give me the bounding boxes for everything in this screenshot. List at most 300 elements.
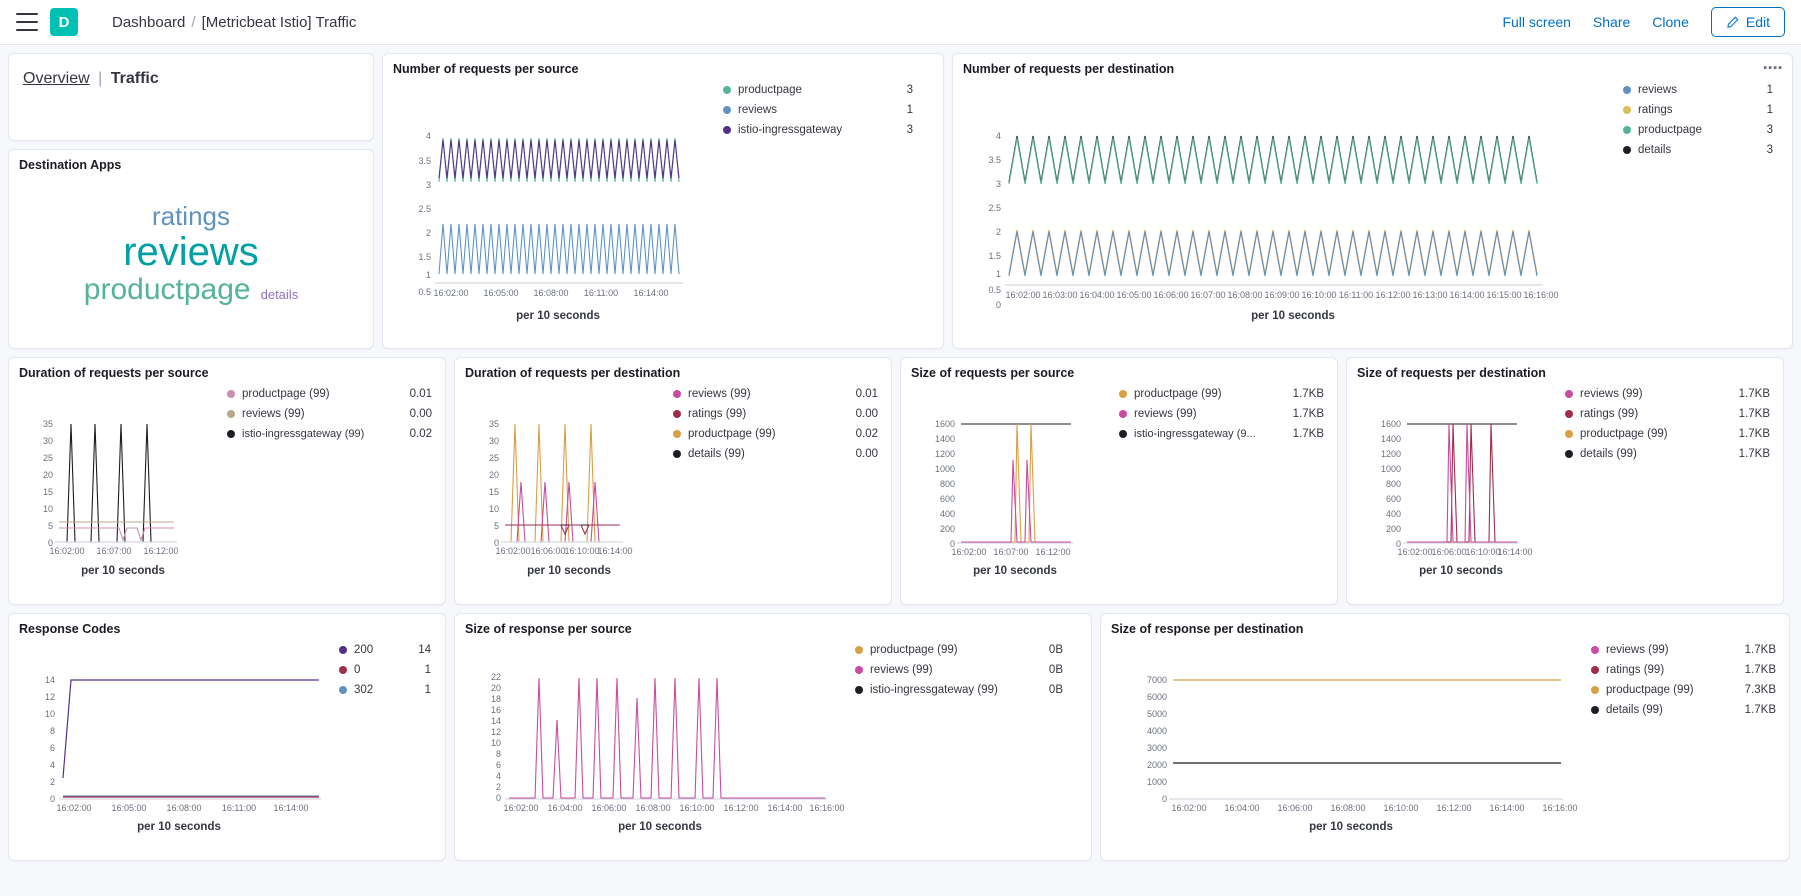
legend-item[interactable] — [673, 388, 878, 400]
chart-legend — [339, 638, 431, 704]
svg-text:16:12:00: 16:12:00 — [1436, 803, 1472, 813]
svg-text:16:08:00: 16:08:00 — [533, 288, 569, 298]
legend-item[interactable] — [339, 664, 431, 676]
svg-text:16:02:00: 16:02:00 — [433, 288, 469, 298]
legend-label: productpage (99) — [1606, 684, 1694, 696]
legend-color-dot — [723, 86, 731, 94]
x-axis-caption: per 10 seconds — [618, 821, 702, 833]
legend-label: details (99) — [1580, 448, 1637, 460]
legend-value: 3 — [1766, 144, 1773, 156]
svg-text:800: 800 — [939, 479, 955, 489]
svg-text:16:12:00: 16:12:00 — [143, 546, 179, 556]
svg-text:0: 0 — [995, 300, 1001, 310]
svg-text:1400: 1400 — [1380, 434, 1401, 444]
legend-label: istio-ingressgateway — [738, 124, 843, 136]
tag-details[interactable]: details — [260, 287, 299, 302]
tag-cloud — [19, 174, 363, 334]
legend-label: ratings — [1638, 104, 1673, 116]
legend-value: 3 — [1766, 124, 1773, 136]
breadcrumb-current[interactable]: [Metricbeat Istio] Traffic — [201, 13, 357, 31]
legend-item[interactable] — [855, 684, 1063, 696]
chart-area — [393, 78, 933, 322]
svg-text:16:02:00: 16:02:00 — [1397, 547, 1433, 557]
svg-text:16:12:00: 16:12:00 — [1035, 547, 1071, 557]
legend-item[interactable] — [1565, 448, 1770, 460]
panel-context-menu-icon[interactable]: ▪▪▪▪ — [1763, 62, 1783, 74]
svg-text:16:05:00: 16:05:00 — [111, 803, 147, 813]
panel-title: Size of requests per source — [911, 366, 1075, 380]
svg-text:14: 14 — [44, 675, 55, 685]
svg-text:1200: 1200 — [1380, 449, 1401, 459]
legend-item[interactable] — [227, 408, 432, 420]
legend-label: 200 — [354, 644, 374, 656]
svg-text:16:10:00: 16:10:00 — [1465, 547, 1501, 557]
svg-text:0: 0 — [949, 539, 955, 549]
svg-text:16:10:00: 16:10:00 — [564, 546, 600, 556]
chart-legend — [227, 382, 432, 448]
svg-text:6: 6 — [49, 743, 55, 753]
svg-text:1400: 1400 — [934, 434, 955, 444]
overview-nav-links — [23, 70, 359, 88]
legend-label: productpage — [738, 84, 802, 96]
svg-text:10: 10 — [488, 504, 499, 514]
legend-item[interactable] — [673, 408, 878, 420]
svg-text:20: 20 — [42, 470, 53, 480]
legend-label: istio-ingressgateway (99) — [870, 684, 998, 696]
svg-text:16:16:00: 16:16:00 — [1523, 290, 1559, 300]
chart-area — [911, 382, 1327, 577]
legend-label: reviews (99) — [242, 408, 305, 420]
legend-value: 1 — [424, 664, 431, 676]
svg-text:4000: 4000 — [1146, 726, 1167, 736]
legend-color-dot — [1565, 430, 1573, 438]
svg-text:16:15:00: 16:15:00 — [1486, 290, 1522, 300]
svg-text:16:03:00: 16:03:00 — [1042, 290, 1078, 300]
svg-text:2: 2 — [995, 227, 1001, 237]
svg-text:3000: 3000 — [1146, 743, 1167, 753]
legend-color-dot — [1591, 686, 1599, 694]
x-axis-caption: per 10 seconds — [516, 310, 600, 322]
overview-link[interactable]: Overview — [23, 70, 90, 87]
legend-value: 1.7KB — [1292, 428, 1324, 440]
legend-color-dot — [1623, 86, 1631, 94]
svg-text:16:12:00: 16:12:00 — [723, 803, 759, 813]
chart-legend — [673, 382, 878, 468]
legend-value: 1 — [1766, 104, 1773, 116]
full-screen-button[interactable]: Full screen — [1502, 14, 1571, 30]
svg-text:2.5: 2.5 — [988, 203, 1001, 213]
legend-color-dot — [227, 390, 235, 398]
svg-text:16:13:00: 16:13:00 — [1412, 290, 1448, 300]
tag-reviews[interactable]: reviews — [123, 230, 259, 274]
svg-text:30: 30 — [488, 436, 499, 446]
legend-item[interactable] — [723, 124, 913, 136]
panel-title: Number of requests per source — [393, 62, 579, 76]
svg-text:16:16:00: 16:16:00 — [1542, 803, 1578, 813]
svg-text:16:02:00: 16:02:00 — [56, 803, 92, 813]
svg-text:600: 600 — [939, 494, 955, 504]
panel-size-requests-per-destination — [1346, 357, 1784, 605]
legend-item[interactable] — [1623, 84, 1773, 96]
svg-text:15: 15 — [42, 487, 53, 497]
legend-color-dot — [1591, 646, 1599, 654]
pencil-icon — [1726, 16, 1739, 29]
svg-text:16:02:00: 16:02:00 — [49, 546, 85, 556]
line-chart-size-response-source[interactable] — [465, 638, 855, 833]
svg-text:16:07:00: 16:07:00 — [96, 546, 132, 556]
legend-label: istio-ingressgateway (9... — [1134, 428, 1256, 440]
legend-color-dot — [673, 450, 681, 458]
breadcrumb-separator: / — [191, 13, 196, 31]
legend-item[interactable] — [1623, 144, 1773, 156]
panel-response-codes — [8, 613, 446, 861]
legend-label: reviews (99) — [1606, 644, 1669, 656]
legend-value: 14 — [418, 644, 431, 656]
traffic-label: Traffic — [110, 70, 159, 87]
svg-text:16:14:00: 16:14:00 — [1497, 547, 1533, 557]
svg-text:16:05:00: 16:05:00 — [1116, 290, 1152, 300]
line-chart-size-response-destination[interactable] — [1111, 638, 1591, 833]
legend-color-dot — [339, 686, 347, 694]
legend-value: 1 — [906, 104, 913, 116]
legend-label: productpage — [1638, 124, 1702, 136]
svg-text:0: 0 — [1395, 539, 1401, 549]
svg-text:16:06:00: 16:06:00 — [1277, 803, 1313, 813]
legend-color-dot — [1591, 706, 1599, 714]
legend-item[interactable] — [339, 684, 431, 696]
svg-text:16:08:00: 16:08:00 — [635, 803, 671, 813]
x-axis-caption: per 10 seconds — [1251, 310, 1335, 322]
svg-text:0: 0 — [495, 793, 501, 803]
chart-area — [1111, 638, 1779, 833]
svg-text:25: 25 — [488, 453, 499, 463]
svg-text:3: 3 — [425, 180, 431, 190]
svg-text:800: 800 — [1385, 479, 1401, 489]
svg-text:4: 4 — [995, 131, 1001, 141]
x-axis-caption: per 10 seconds — [973, 565, 1057, 577]
legend-value: 1.7KB — [1744, 664, 1776, 676]
panel-title: Response Codes — [19, 622, 121, 636]
legend-color-dot — [339, 666, 347, 674]
svg-text:1000: 1000 — [1146, 777, 1167, 787]
panel-size-requests-per-source — [900, 357, 1338, 605]
legend-color-dot — [227, 410, 235, 418]
legend-item[interactable] — [1119, 408, 1324, 420]
chart-area — [19, 638, 435, 833]
panel-duration-per-source — [8, 357, 446, 605]
line-chart-size-requests-source[interactable] — [911, 382, 1119, 577]
svg-text:8: 8 — [495, 749, 501, 759]
legend-item[interactable] — [1623, 104, 1773, 116]
svg-text:20: 20 — [488, 470, 499, 480]
svg-text:16:06:00: 16:06:00 — [591, 803, 627, 813]
tag-productpage[interactable]: productpage — [83, 273, 251, 306]
svg-text:400: 400 — [939, 509, 955, 519]
legend-item[interactable] — [339, 644, 431, 656]
legend-label: details (99) — [688, 448, 745, 460]
panel-requests-per-destination — [952, 53, 1793, 349]
svg-text:16: 16 — [490, 705, 501, 715]
legend-color-dot — [855, 666, 863, 674]
legend-label: ratings (99) — [688, 408, 747, 420]
legend-label: productpage (99) — [870, 644, 958, 656]
edit-button[interactable] — [1711, 7, 1785, 37]
svg-text:16:14:00: 16:14:00 — [597, 546, 633, 556]
legend-color-dot — [1119, 410, 1127, 418]
svg-text:16:14:00: 16:14:00 — [273, 803, 309, 813]
svg-text:16:02:00: 16:02:00 — [1005, 290, 1041, 300]
line-chart-requests-source[interactable] — [393, 78, 723, 322]
legend-label: details — [1638, 144, 1672, 156]
panel-requests-per-source — [382, 53, 944, 349]
legend-item[interactable] — [855, 644, 1063, 656]
line-chart-duration-destination[interactable] — [465, 382, 673, 577]
legend-item[interactable] — [1591, 704, 1776, 716]
svg-text:16:08:00: 16:08:00 — [1227, 290, 1263, 300]
svg-text:16:07:00: 16:07:00 — [993, 547, 1029, 557]
legend-label: productpage (99) — [1134, 388, 1222, 400]
chart-legend — [1623, 78, 1773, 164]
line-chart-size-requests-destination[interactable] — [1357, 382, 1565, 577]
svg-text:1: 1 — [425, 270, 431, 280]
svg-text:16:05:00: 16:05:00 — [483, 288, 519, 298]
svg-text:16:04:00: 16:04:00 — [1224, 803, 1260, 813]
legend-item[interactable] — [723, 84, 913, 96]
legend-value: 3 — [906, 84, 913, 96]
legend-color-dot — [673, 390, 681, 398]
legend-value: 0.02 — [409, 428, 432, 440]
svg-text:5: 5 — [47, 521, 53, 531]
svg-text:10: 10 — [42, 504, 53, 514]
panel-destination-apps — [8, 149, 374, 349]
legend-color-dot — [1565, 390, 1573, 398]
legend-item[interactable] — [1565, 388, 1770, 400]
svg-text:16:14:00: 16:14:00 — [1449, 290, 1485, 300]
legend-color-dot — [1565, 410, 1573, 418]
svg-text:6: 6 — [495, 760, 501, 770]
legend-color-dot — [855, 646, 863, 654]
svg-text:0.5: 0.5 — [418, 287, 431, 297]
legend-value: 3 — [906, 124, 913, 136]
svg-text:1200: 1200 — [934, 449, 955, 459]
svg-text:16:11:00: 16:11:00 — [1338, 290, 1374, 300]
chart-area — [465, 382, 881, 577]
legend-value: 1.7KB — [1292, 408, 1324, 420]
line-chart-response-codes[interactable] — [19, 638, 339, 833]
legend-item[interactable] — [1565, 428, 1770, 440]
x-axis-caption: per 10 seconds — [81, 565, 165, 577]
panel-title: Duration of requests per source — [19, 366, 209, 380]
x-axis-caption: per 10 seconds — [527, 565, 611, 577]
top-navigation-bar — [0, 0, 1801, 45]
chart-area — [963, 78, 1782, 322]
share-button[interactable]: Share — [1592, 14, 1631, 30]
svg-text:2.5: 2.5 — [418, 204, 431, 214]
svg-text:16:14:00: 16:14:00 — [1489, 803, 1525, 813]
panel-duration-per-destination — [454, 357, 892, 605]
svg-text:16:06:00: 16:06:00 — [530, 546, 566, 556]
svg-text:22: 22 — [490, 672, 501, 682]
svg-text:0: 0 — [47, 538, 53, 548]
legend-value: 1.7KB — [1738, 388, 1770, 400]
legend-item[interactable] — [723, 104, 913, 116]
svg-text:16:10:00: 16:10:00 — [679, 803, 715, 813]
svg-text:1: 1 — [995, 269, 1001, 279]
legend-value: 1 — [1766, 84, 1773, 96]
svg-text:16:04:00: 16:04:00 — [1079, 290, 1115, 300]
legend-item[interactable] — [227, 428, 432, 440]
legend-item[interactable] — [673, 428, 878, 440]
panel-title: Destination Apps — [19, 158, 122, 172]
svg-text:16:14:00: 16:14:00 — [767, 803, 803, 813]
legend-label: ratings (99) — [1580, 408, 1639, 420]
svg-text:10: 10 — [490, 738, 501, 748]
svg-text:3.5: 3.5 — [418, 156, 431, 166]
legend-item[interactable] — [673, 448, 878, 460]
svg-text:2: 2 — [495, 782, 501, 792]
legend-item[interactable] — [227, 388, 432, 400]
legend-item[interactable] — [855, 664, 1063, 676]
legend-item[interactable] — [1591, 644, 1776, 656]
svg-text:0.5: 0.5 — [988, 285, 1001, 295]
chart-legend — [1565, 382, 1770, 468]
legend-value: 1.7KB — [1738, 448, 1770, 460]
svg-text:1000: 1000 — [1380, 464, 1401, 474]
legend-color-dot — [1119, 390, 1127, 398]
legend-label: reviews — [1638, 84, 1677, 96]
breadcrumb-dashboard[interactable]: Dashboard — [112, 13, 186, 31]
legend-value: 0.02 — [855, 428, 878, 440]
panel-overview-nav — [8, 53, 374, 141]
chart-legend — [723, 78, 913, 144]
svg-text:6000: 6000 — [1146, 692, 1167, 702]
dashboard-row-1 — [8, 53, 1793, 349]
svg-text:15: 15 — [488, 487, 499, 497]
svg-text:16:06:00: 16:06:00 — [1153, 290, 1189, 300]
svg-text:16:10:00: 16:10:00 — [1301, 290, 1337, 300]
panel-title: Duration of requests per destination — [465, 366, 681, 380]
dashboard-row-3 — [8, 613, 1793, 861]
legend-color-dot — [339, 646, 347, 654]
legend-value: 1 — [424, 684, 431, 696]
panel-title: Size of response per source — [465, 622, 632, 636]
svg-text:2000: 2000 — [1146, 760, 1167, 770]
legend-label: ratings (99) — [1606, 664, 1665, 676]
legend-item[interactable] — [1565, 408, 1770, 420]
svg-text:16:09:00: 16:09:00 — [1264, 290, 1300, 300]
legend-color-dot — [1623, 146, 1631, 154]
legend-value: 0B — [1048, 644, 1063, 656]
left-column — [8, 53, 374, 349]
legend-item[interactable] — [1119, 388, 1324, 400]
svg-text:16:12:00: 16:12:00 — [1375, 290, 1411, 300]
legend-color-dot — [673, 430, 681, 438]
svg-text:16:02:00: 16:02:00 — [1171, 803, 1207, 813]
legend-label: 302 — [354, 684, 374, 696]
svg-text:200: 200 — [1385, 524, 1401, 534]
svg-text:12: 12 — [490, 727, 501, 737]
legend-value: 0B — [1048, 684, 1063, 696]
app-logo-badge[interactable]: D — [50, 8, 78, 36]
svg-text:7000: 7000 — [1146, 675, 1167, 685]
legend-color-dot — [1565, 450, 1573, 458]
legend-color-dot — [1623, 126, 1631, 134]
breadcrumb — [112, 14, 356, 31]
legend-color-dot — [855, 686, 863, 694]
legend-color-dot — [1623, 106, 1631, 114]
menu-icon[interactable] — [16, 13, 38, 31]
svg-text:600: 600 — [1385, 494, 1401, 504]
svg-text:35: 35 — [488, 419, 499, 429]
svg-text:2: 2 — [49, 777, 55, 787]
legend-label: reviews (99) — [688, 388, 751, 400]
legend-item[interactable] — [1591, 664, 1776, 676]
legend-item[interactable] — [1623, 124, 1773, 136]
svg-text:2: 2 — [425, 228, 431, 238]
panel-title: Size of requests per destination — [1357, 366, 1546, 380]
svg-text:0: 0 — [49, 794, 55, 804]
dashboard-row-2 — [8, 357, 1793, 605]
svg-text:5: 5 — [493, 521, 499, 531]
svg-text:1000: 1000 — [934, 464, 955, 474]
legend-label: reviews (99) — [870, 664, 933, 676]
svg-text:16:04:00: 16:04:00 — [547, 803, 583, 813]
legend-color-dot — [227, 430, 235, 438]
legend-value: 1.7KB — [1744, 644, 1776, 656]
legend-value: 0.01 — [409, 388, 432, 400]
legend-value: 1.7KB — [1738, 428, 1770, 440]
svg-text:200: 200 — [939, 524, 955, 534]
svg-text:20: 20 — [490, 683, 501, 693]
svg-text:0: 0 — [1161, 794, 1167, 804]
svg-text:12: 12 — [44, 692, 55, 702]
line-chart-duration-source[interactable] — [19, 382, 227, 577]
legend-color-dot — [723, 106, 731, 114]
svg-text:5000: 5000 — [1146, 709, 1167, 719]
legend-label: productpage (99) — [1580, 428, 1668, 440]
tag-ratings[interactable]: ratings — [151, 201, 231, 231]
svg-text:16:14:00: 16:14:00 — [633, 288, 669, 298]
legend-label: details (99) — [1606, 704, 1663, 716]
chart-legend — [1591, 638, 1776, 724]
legend-value: 7.3KB — [1744, 684, 1776, 696]
legend-value: 0B — [1048, 664, 1063, 676]
panel-title: Size of response per destination — [1111, 622, 1304, 636]
chart-legend — [855, 638, 1063, 704]
svg-text:1600: 1600 — [934, 419, 955, 429]
panel-size-response-per-destination — [1100, 613, 1790, 861]
legend-color-dot — [1591, 666, 1599, 674]
clone-button[interactable]: Clone — [1652, 14, 1689, 30]
chart-legend — [1119, 382, 1324, 448]
legend-item[interactable] — [1591, 684, 1776, 696]
svg-text:4: 4 — [49, 760, 55, 770]
svg-text:16:06:00: 16:06:00 — [1431, 547, 1467, 557]
svg-text:25: 25 — [42, 453, 53, 463]
legend-label: reviews (99) — [1134, 408, 1197, 420]
legend-item[interactable] — [1119, 428, 1324, 440]
svg-text:16:16:00: 16:16:00 — [809, 803, 845, 813]
legend-value: 0.01 — [855, 388, 878, 400]
legend-color-dot — [723, 126, 731, 134]
svg-text:16:08:00: 16:08:00 — [1330, 803, 1366, 813]
panel-size-response-per-source — [454, 613, 1092, 861]
svg-text:16:08:00: 16:08:00 — [166, 803, 202, 813]
svg-text:16:10:00: 16:10:00 — [1383, 803, 1419, 813]
svg-text:16:11:00: 16:11:00 — [221, 803, 257, 813]
line-chart-requests-destination[interactable] — [963, 78, 1623, 322]
legend-label: productpage (99) — [242, 388, 330, 400]
